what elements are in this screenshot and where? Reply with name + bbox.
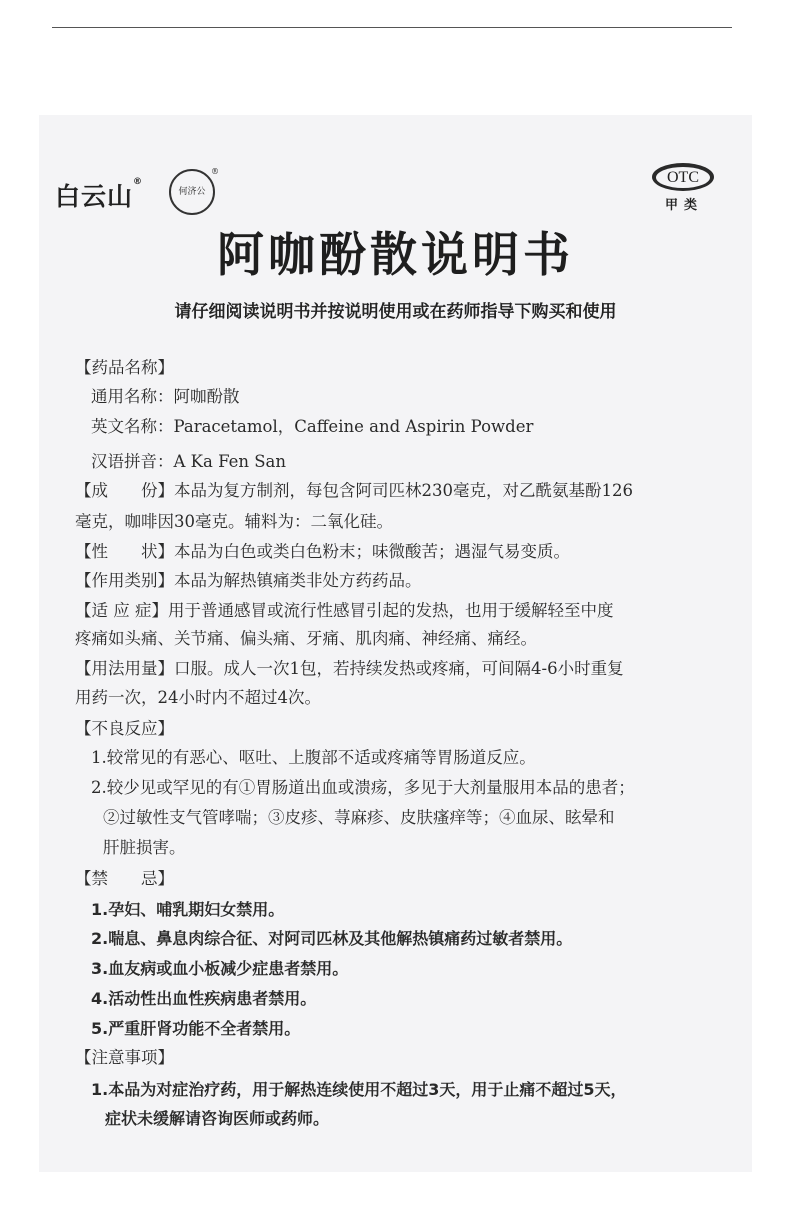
top-divider <box>52 27 732 28</box>
section-heading-contra: 【禁 忌】 <box>75 869 174 888</box>
brand-logo: 白云山® <box>55 177 144 211</box>
ingredients-line-cont: 毫克，咖啡因30毫克。辅料为：二氧化硅。 <box>75 512 393 531</box>
category-line: 【作用类别】本品为解热镇痛类非处方药药品。 <box>75 571 422 590</box>
indications-line-cont: 疼痛如头痛、关节痛、偏头痛、牙痛、肌肉痛、神经痛、痛经。 <box>75 629 537 648</box>
section-heading-precautions: 【注意事项】 <box>75 1048 174 1067</box>
adverse-item-1: 1.较常见的有恶心、呕吐、上腹部不适或疼痛等胃肠道反应。 <box>91 748 536 767</box>
contra-item-2: 2.喘息、鼻息肉综合征、对阿司匹林及其他解热镇痛药过敏者禁用。 <box>91 929 573 948</box>
contra-item-5: 5.严重肝肾功能不全者禁用。 <box>91 1019 301 1038</box>
dosage-line-cont: 用药一次，24小时内不超过4次。 <box>75 688 321 707</box>
instruction-sheet <box>39 115 752 1172</box>
adverse-item-2: 2.较少见或罕见的有①胃肠道出血或溃疡，多见于大剂量服用本品的患者； <box>91 778 635 797</box>
precaution-item-1-cont: 症状未缓解请咨询医师或药师。 <box>105 1109 330 1128</box>
contra-item-3: 3.血友病或血小板减少症患者禁用。 <box>91 959 349 978</box>
section-heading-adverse: 【不良反应】 <box>75 719 174 738</box>
section-heading-name: 【药品名称】 <box>75 358 174 377</box>
adverse-item-2-cont: ②过敏性支气管哮喘；③皮疹、荨麻疹、皮肤瘙痒等；④血尿、眩晕和 <box>103 808 615 827</box>
otc-class-label: 甲类 <box>665 198 704 213</box>
dosage-line: 【用法用量】口服。成人一次1包，若持续发热或疼痛，可间隔4-6小时重复 <box>75 659 624 678</box>
contra-item-4: 4.活动性出血性疾病患者禁用。 <box>91 989 317 1008</box>
english-name-line: 英文名称：Paracetamol，Caffeine and Aspirin Powder <box>91 417 534 436</box>
otc-badge: OTC <box>652 163 714 191</box>
document-subtitle: 请仔细阅读说明书并按说明使用或在药师指导下购买和使用 <box>174 302 617 322</box>
contra-item-1: 1.孕妇、哺乳期妇女禁用。 <box>91 900 285 919</box>
document-title: 阿咖酚散说明书 <box>217 228 574 283</box>
appearance-line: 【性 状】本品为白色或类白色粉末；味微酸苦；遇湿气易变质。 <box>75 542 570 561</box>
generic-name-line: 通用名称：阿咖酚散 <box>91 387 240 406</box>
indications-line: 【适 应 症】用于普通感冒或流行性感冒引起的发热，也用于缓解轻至中度 <box>75 601 614 620</box>
adverse-item-2-end: 肝脏损害。 <box>103 838 186 857</box>
pinyin-line: 汉语拼音：A Ka Fen San <box>91 452 287 471</box>
ingredients-line: 【成 份】本品为复方制剂，每包含阿司匹林230毫克，对乙酰氨基酚126 <box>75 481 633 500</box>
precaution-item-1: 1.本品为对症治疗药，用于解热连续使用不超过3天，用于止痛不超过5天， <box>91 1080 627 1099</box>
seal-icon: 何济公 ® <box>169 169 215 215</box>
